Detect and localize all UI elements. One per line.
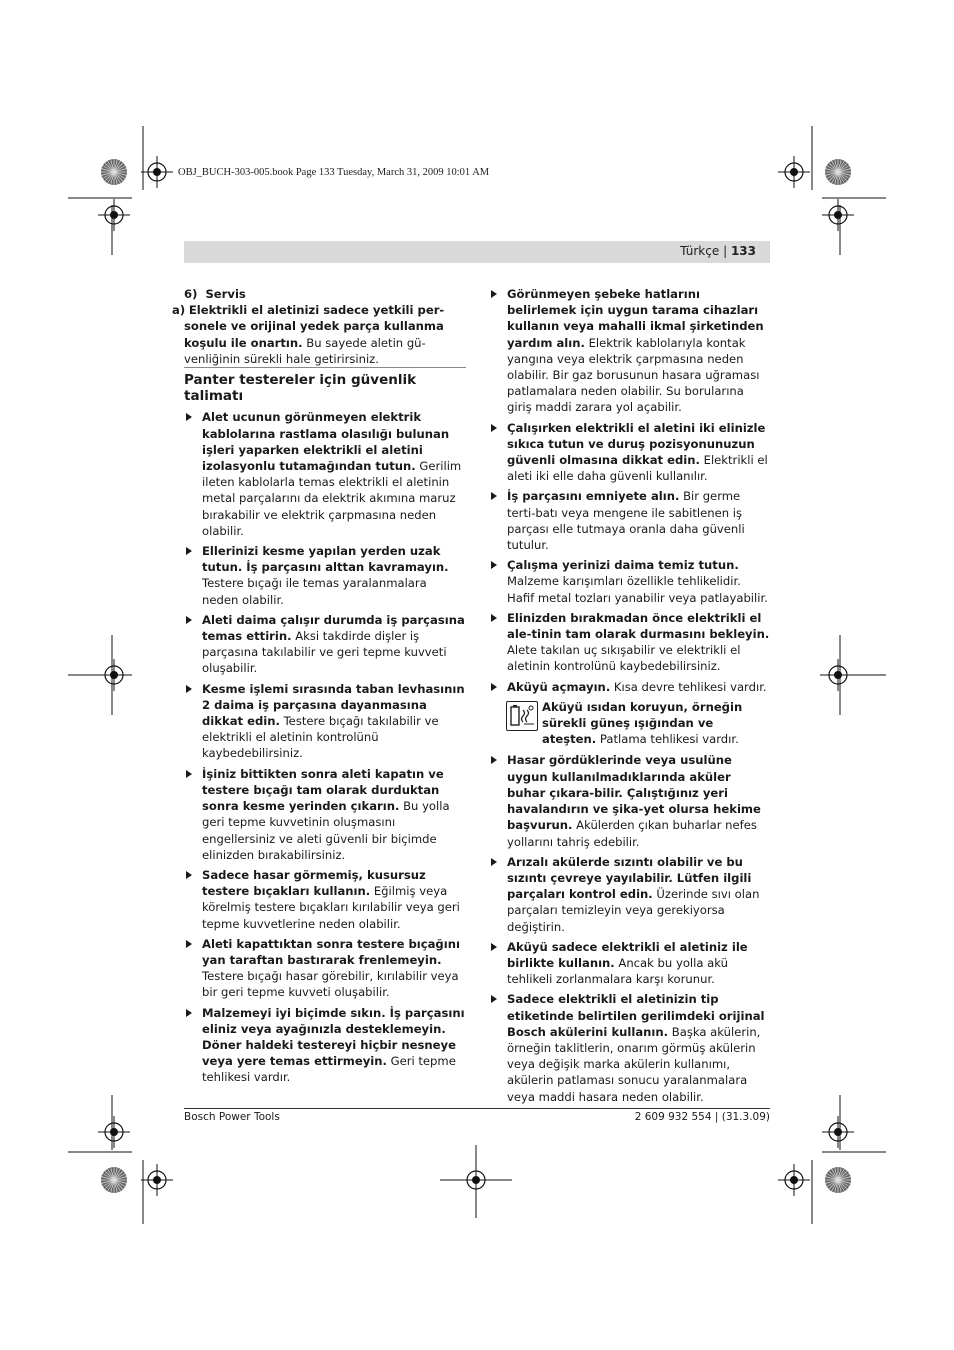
registration-mark-icon [141, 156, 173, 188]
item-text: Bu yolla geri tepme kuvvetinin oluşmasını engellersiniz ve aleti güvenli bir biçimde elinizden bırakabilirsiniz. [202, 799, 450, 862]
safety-list-item [489, 286, 770, 416]
safety-list-item [184, 681, 466, 762]
safety-list-item [184, 543, 466, 608]
item-bold-text: Ellerinizi kesme yapılan yerden uzak tutun. İş parçasını alttan kavramayın. [202, 544, 449, 575]
triangle-bullet-icon [186, 413, 192, 421]
color-target-icon [101, 1167, 127, 1193]
item-bold-text: İşiniz bittikten sonra aleti kapatın ve testere bıçağı tam olarak durduktan sonra kesme yerinden çıkarın. [202, 766, 444, 814]
item-bold-text: Çalışma yerinizi daima temiz tutun. [507, 558, 739, 573]
section-name: Servis [205, 287, 246, 301]
item-text: Bir germe terti-batı veya mengene ile sabitlenen iş parçası elle tutmaya oranla daha güvenli tutulur. [507, 489, 745, 553]
item-bold-text: Aleti kapattıktan sonra testere bıçağını yan taraftan bastırarak frenlemeyin. [202, 936, 460, 967]
left-column [172, 286, 466, 1090]
page-header-bar [184, 241, 770, 263]
item-bold-text: Aleti daima çalışır durumda iş parçasına temas ettirin. [202, 612, 465, 644]
registration-mark-icon [778, 156, 810, 188]
color-target-icon [825, 1167, 851, 1193]
item-text: Elektrik kablolarıyla kontak yangına veya elektrik çarpmasına neden olabilir. Bir gaz borusunun hasara uğraması patlamalara neden olabilir. Su borularına giriş maddi zarara yol açabilir. [507, 335, 760, 415]
section-item-bold: Elektrikli el aletinizi sadece yetkili per-sonele ve orijinal yedek parça kullanma koşulu ile onartın. [184, 303, 445, 350]
item-bold-text: İş parçasını emniyete alın. [507, 489, 680, 504]
triangle-bullet-icon [186, 770, 192, 778]
safety-list-item [489, 991, 770, 1104]
right-safety-list-b [489, 752, 770, 1104]
safety-list-item [184, 936, 466, 1001]
item-text: Akülerden çıkan buharlar nefes yollarını tahriş edebilir. [507, 818, 757, 849]
safety-list-item [184, 766, 466, 863]
safety-list-item [489, 420, 770, 485]
safety-list-item [489, 854, 770, 935]
registration-mark-icon [98, 1116, 130, 1148]
item-bold-text: Sadece elektrikli el aletinizin tip etiketinde belirtilen gerilimdeki orijinal Bosch akülerini kullanın. [507, 992, 765, 1039]
left-safety-list [184, 409, 466, 1085]
item-text: Üzerinde sıvı olan parçaları temizleyin veya gerekiyorsa değiştirin. [507, 887, 760, 934]
item-text: Eğilmiş veya körelmiş testere bıçakları kırılabilir veya geri tepme kuvvetlerine neden olabilir. [202, 884, 460, 931]
item-text: Testere bıçağı ile temas yaralanmalara neden olabilir. [202, 576, 427, 607]
item-bold-text: Alet ucunun görünmeyen elektrik kablolarına rastlama olasılığı bulunan işleri yaparken elektrikli el aletini izolasyonlu tutamağından tutun. [202, 410, 450, 474]
triangle-bullet-icon [491, 561, 497, 569]
safety-list-item [184, 867, 466, 932]
battery-warning [489, 699, 770, 748]
item-bold-text: Sadece hasar görmemiş, kusursuz testere bıçakları kullanın. [202, 867, 426, 899]
item-bold-text: Malzemeyi iyi biçimde sıkın. İş parçasını eliniz veya ayağınızla desteklemeyin. Döner haldeki testereyi hiçbir nesneye veya yere temas ettirmeyin. [202, 1005, 465, 1069]
item-bold-text: Elinizden bırakmadan önce elektrikli el ale-tinin tam olarak durmasını bekleyin. [507, 610, 770, 642]
footer-rule [184, 1108, 770, 1109]
triangle-bullet-icon [491, 995, 497, 1003]
item-text: Aksi takdirde dişler iş parçasına takılabilir ve geri tepme kuvveti oluşabilir. [202, 629, 447, 676]
footer-brand: Bosch Power Tools [184, 1111, 280, 1123]
item-text: Testere bıçağı takılabilir ve elektrikli el aletinin kontrolünü kaybedebilirsiniz. [202, 714, 439, 761]
registration-mark-icon [778, 1164, 810, 1196]
header-page-number: 133 [730, 244, 756, 258]
color-target-icon [825, 159, 851, 185]
item-text: Elektrikli el aleti iki elle daha güvenli kullanılır. [507, 453, 768, 484]
header-language: Türkçe [680, 244, 720, 258]
safety-list-item [489, 752, 770, 849]
item-text: Testere bıçağı hasar görebilir, kırılabilir veya bir geri tepme kuvveti oluşabilir. [202, 969, 459, 1000]
right-column [489, 286, 770, 1109]
triangle-bullet-icon [186, 685, 192, 693]
battery-heat-warning-icon [506, 701, 538, 731]
item-bold-text: Çalışırken elektrikli el aletini iki elinizle sıkıca tutun ve duruş pozisyonunuzun güvenli olmasına dikkat edin. [507, 420, 766, 468]
safety-list-item [489, 610, 770, 675]
item-text: Gerilim ileten kablolarla temas elektrikli el aletinin metal parçalarını da elektrik akımına maruz bırakabilir ve elektrik çarpmasına neden olabilir. [202, 459, 462, 538]
item-bold-text: Hasar gördüklerinde veya usulüne uygun kullanılmadıklarında aküler buhar çıkara-bilir. Çalıştığınız yeri havalandırın ve şika-yet olursa hekime başvurun. [507, 753, 761, 833]
item-bold-text: Aküyü açmayın. [507, 679, 611, 694]
triangle-bullet-icon [186, 871, 192, 879]
triangle-bullet-icon [491, 492, 497, 500]
item-text: Kısa devre tehlikesi vardır. [610, 679, 767, 694]
header-separator: | [723, 244, 728, 258]
item-text: Malzeme karışımları özellikle tehlikelidir. Hafif metal tozları yanabilir veya patlayabilir. [507, 574, 768, 605]
footer-doc-number: 2 609 932 554 | (31.3.09) [634, 1111, 770, 1123]
triangle-bullet-icon [491, 290, 497, 298]
safety-list-item [489, 939, 770, 988]
triangle-bullet-icon [186, 616, 192, 624]
item-text: Alete takılan uç sıkışabilir ve elektrikli el aletinin kontrolünü kaybedebilirsiniz. [507, 643, 741, 674]
triangle-bullet-icon [491, 424, 497, 432]
registration-mark-icon [822, 1116, 854, 1148]
safety-list-item [184, 612, 466, 677]
safety-list-item [489, 557, 770, 606]
page-header-text [680, 244, 756, 258]
safety-list-item [184, 409, 466, 539]
triangle-bullet-icon [491, 943, 497, 951]
triangle-bullet-icon [186, 1009, 192, 1017]
safety-list-item [489, 679, 770, 695]
item-text: Ancak bu yolla akü tehlikeli zorlanmalara karşı korunur. [507, 955, 728, 987]
safety-heading: Panter testereler için güvenlik talimatı [184, 367, 466, 409]
print-info-line: OBJ_BUCH-303-005.book Page 133 Tuesday, March 31, 2009 10:01 AM [178, 167, 490, 178]
section-title [184, 286, 466, 302]
registration-mark-icon [141, 1164, 173, 1196]
item-bold-text: Kesme işlemi sırasında taban levhasının 2 daima iş parçasına dayanmasına dikkat edin. [202, 681, 465, 729]
item-text: Geri tepme tehlikesi vardır. [202, 1054, 456, 1085]
battery-warning-bold: Aküyü ısıdan koruyun, örneğin sürekli güneş ışığından ve ateşten. [542, 699, 743, 747]
item-text: Başka akülerin, örneğin taklitlerin, onarım görmüş akülerin veya değişik marka akülerin kullanımı, akülerin patlaması sonucu yaralanmalara veya maddi hasara neden olabilir. [507, 1024, 761, 1104]
section-item-label: a) [172, 303, 186, 318]
safety-list-item [184, 1005, 466, 1086]
triangle-bullet-icon [491, 858, 497, 866]
section-item [172, 302, 466, 367]
right-safety-list-a [489, 286, 770, 695]
registration-mark-icon [822, 199, 854, 231]
safety-list-item [489, 488, 770, 553]
triangle-bullet-icon [491, 756, 497, 764]
item-bold-text: Görünmeyen şebeke hatlarını belirlemek için uygun tarama cihazları kullanın veya mahalli ikmal şirketinden yardım alın. [507, 287, 764, 350]
triangle-bullet-icon [186, 940, 192, 948]
section-number: 6) [184, 287, 198, 301]
color-target-icon [101, 159, 127, 185]
triangle-bullet-icon [491, 614, 497, 622]
triangle-bullet-icon [186, 547, 192, 555]
section-item-text: Bu sayede aletin gü-venliğinin sürekli hale getirirsiniz. [184, 335, 426, 366]
item-bold-text: Arızalı akülerde sızıntı olabilir ve bu sızıntı çevreye yayılabilir. Lütfen ilgili parçaları kontrol edin. [507, 854, 752, 902]
triangle-bullet-icon [491, 683, 497, 691]
registration-mark-icon [98, 199, 130, 231]
item-bold-text: Aküyü sadece elektrikli el aletiniz ile birlikte kullanın. [507, 939, 748, 970]
battery-warning-text: Patlama tehlikesi vardır. [596, 732, 739, 747]
